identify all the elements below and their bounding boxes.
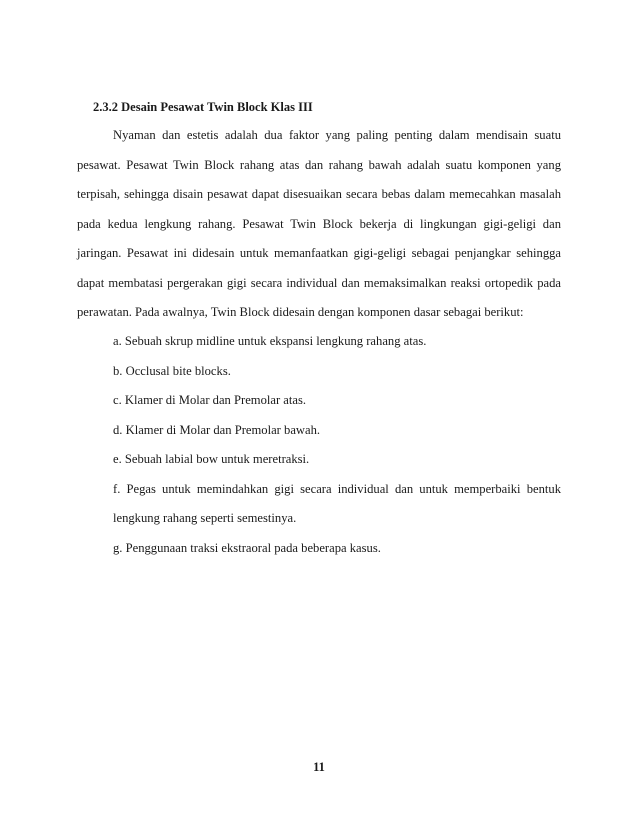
body-paragraph: [77, 121, 561, 328]
list-item: c. Klamer di Molar dan Premolar atas.: [113, 393, 307, 407]
component-list: [77, 327, 561, 563]
page-number: 11: [313, 760, 325, 774]
body-paragraph-text: Nyaman dan estetis adalah dua faktor yang paling penting dalam mendisain suatu pesawat. Pesawat Twin Block rahang atas dan rahang bawah adalah suatu komponen yang terpisah, sehingga disain pesawat dapat disesuaikan secara bebas dalam memecahkan masalah pada kedua lengkung rahang. Pesawat Twin Block bekerja di lingkungan gigi-geligi dan jaringan. Pesawat ini didesain untuk memanfaatkan gigi-geligi sebagai penjangkar sehingga dapat membatasi pergerakan gigi secara individual dan memaksimalkan reaksi ortopedik pada perawatan. Pada awalnya, Twin Block didesain dengan komponen dasar sebagai berikut:: [77, 128, 561, 319]
list-item: b. Occlusal bite blocks.: [113, 363, 231, 378]
section-heading: 2.3.2 Desain Pesawat Twin Block Klas III: [93, 100, 313, 114]
list-item: d. Klamer di Molar dan Premolar bawah.: [113, 422, 321, 437]
list-item: a. Sebuah skrup midline untuk ekspansi lengkung rahang atas.: [113, 334, 427, 348]
list-item: g. Penggunaan traksi ekstraoral pada beberapa kasus.: [113, 540, 381, 555]
list-item: f. Pegas untuk memindahkan gigi secara individual dan untuk memperbaiki bentuk lengkung rahang seperti semestinya.: [113, 481, 561, 525]
list-item: e. Sebuah labial bow untuk meretraksi.: [113, 452, 310, 466]
